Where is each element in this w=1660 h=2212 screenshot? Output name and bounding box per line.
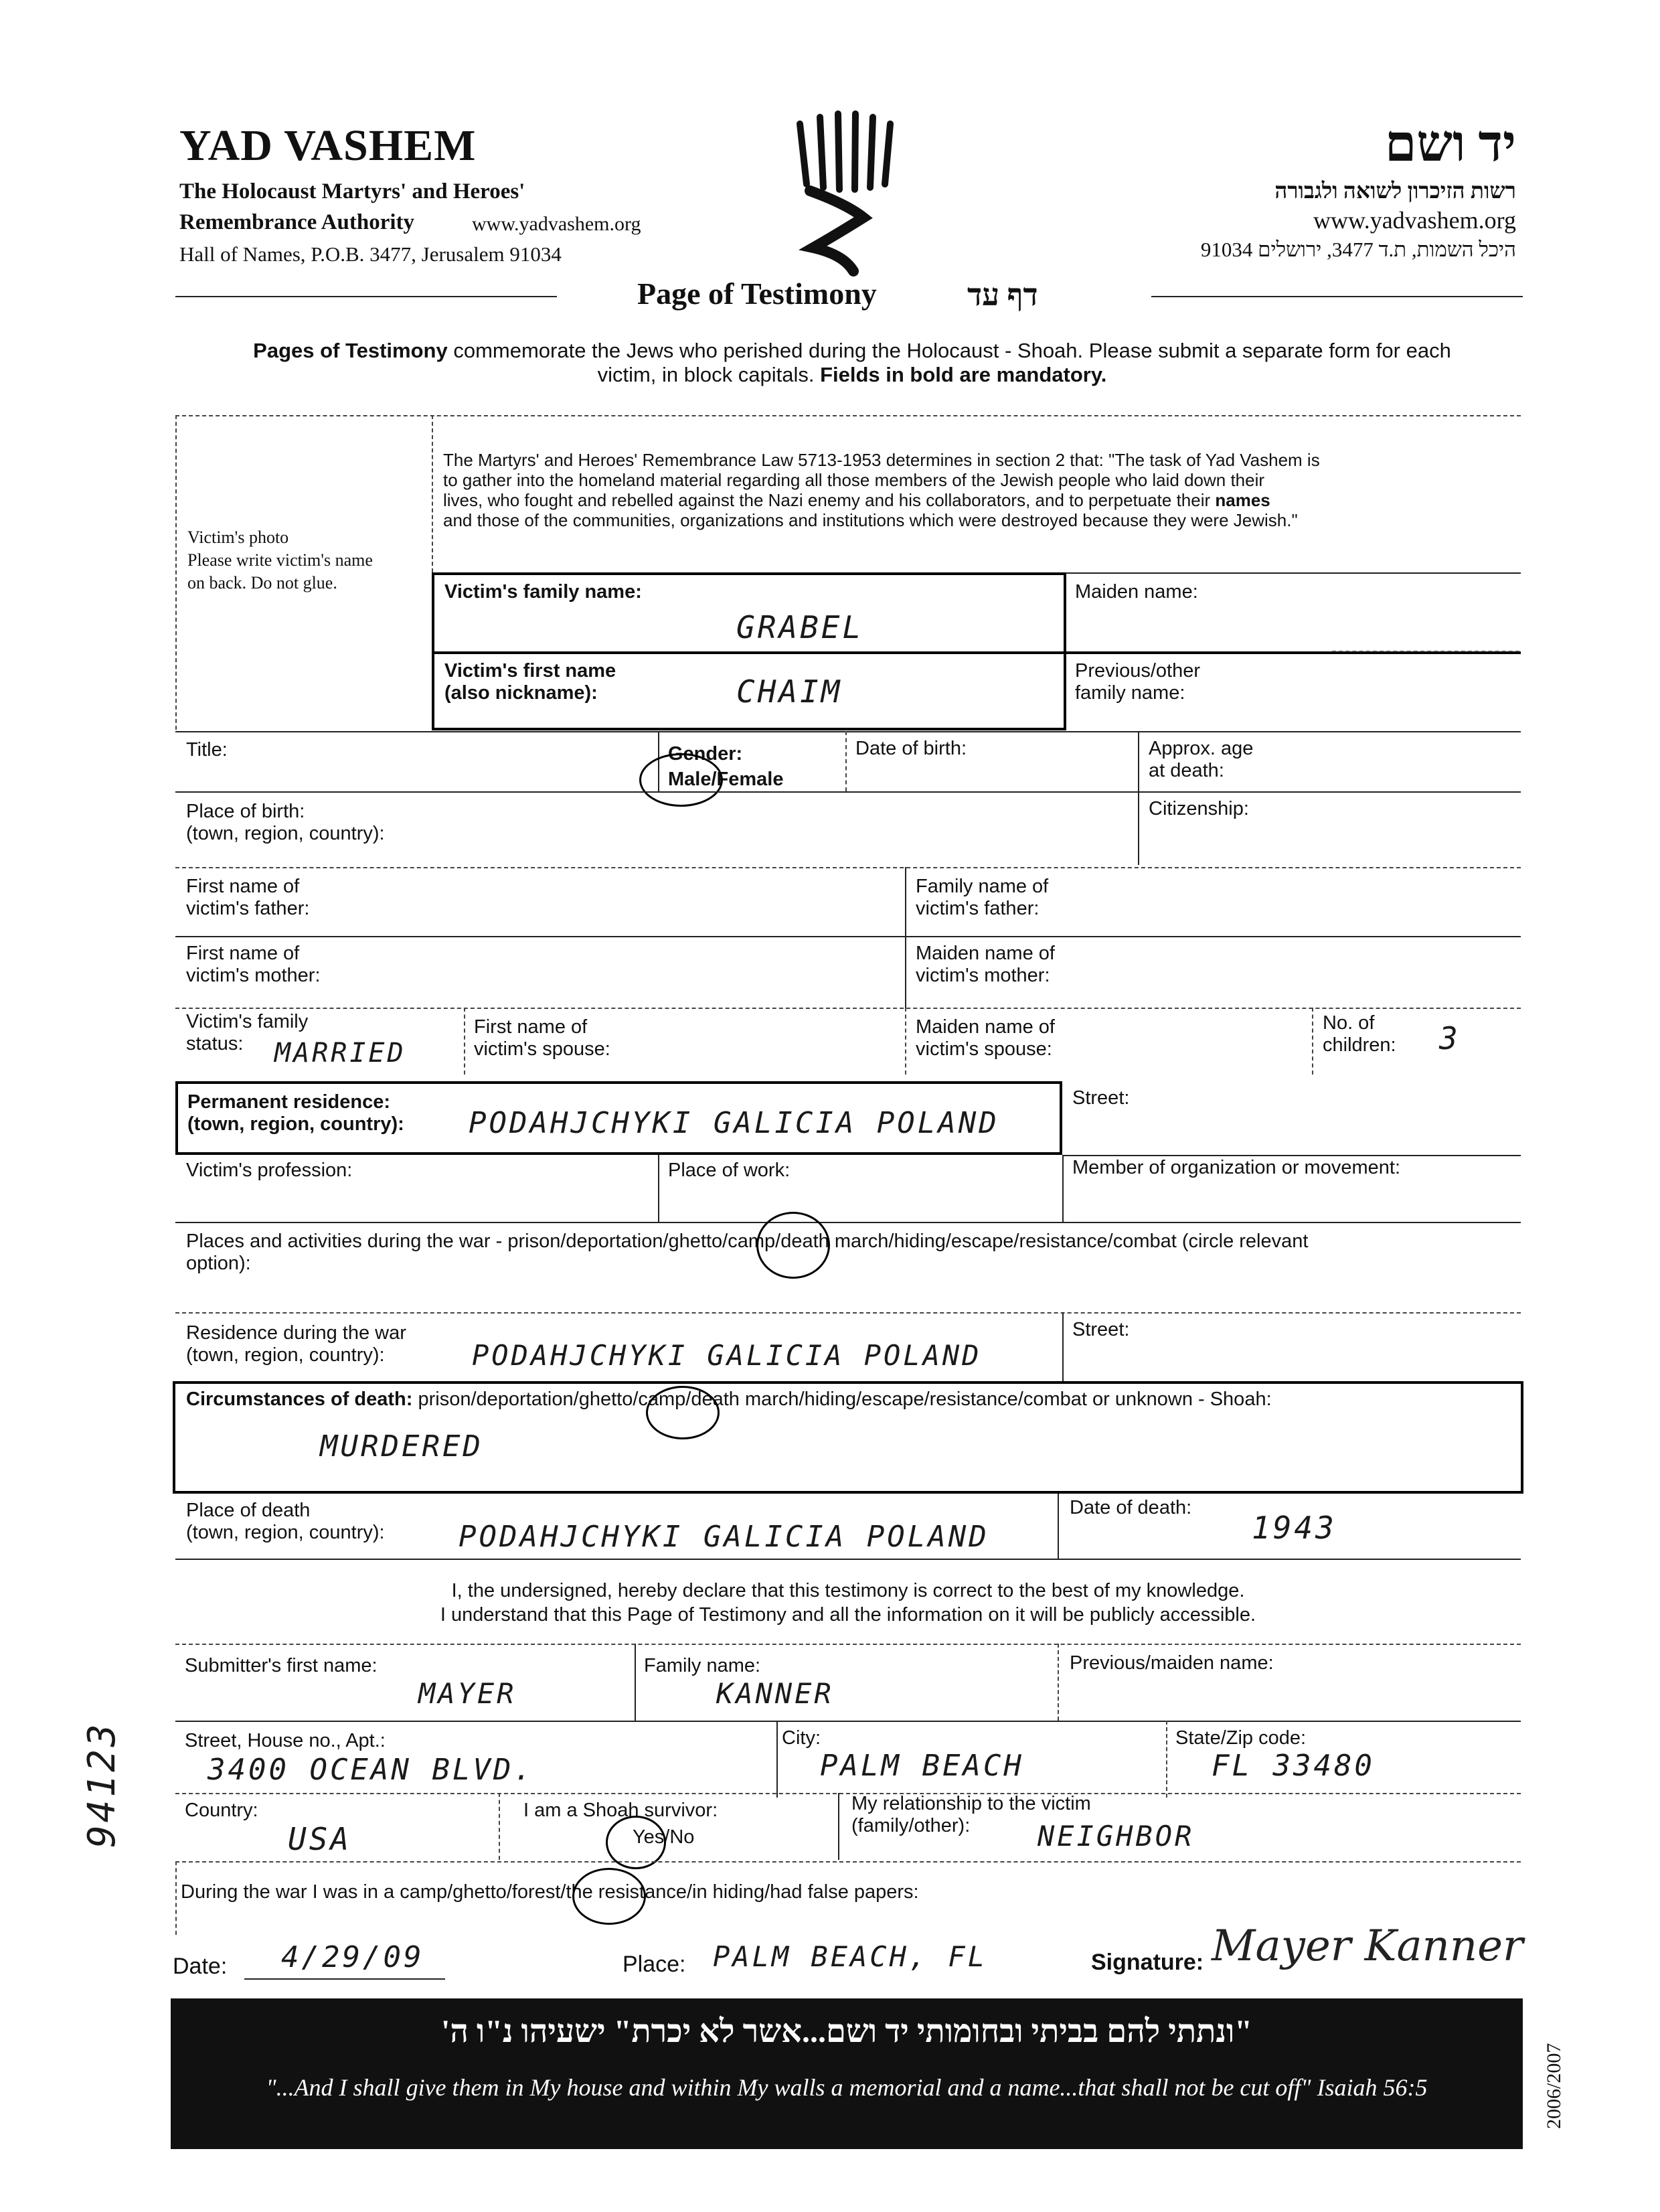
row-address-top bbox=[175, 1721, 1521, 1722]
row-reswar-top bbox=[175, 1312, 1521, 1314]
org-website: www.yadvashem.org bbox=[472, 213, 641, 235]
family-status-value[interactable]: MARRIED bbox=[274, 1038, 406, 1069]
intro-text bbox=[186, 339, 1518, 387]
children-label: No. of children: bbox=[1323, 1012, 1396, 1056]
intro-mandatory: Fields in bold are mandatory. bbox=[820, 363, 1107, 386]
perm-res-value[interactable]: PODAHJCHYKI GALICIA POLAND bbox=[469, 1106, 999, 1140]
place-work-label: Place of work: bbox=[668, 1160, 791, 1181]
form-title-hebrew: דף עד bbox=[967, 278, 1038, 312]
during-war-forest-circle bbox=[572, 1868, 646, 1925]
city-value[interactable]: PALM BEACH bbox=[820, 1749, 1024, 1783]
survivor-left-dash bbox=[499, 1793, 500, 1860]
row-country-top bbox=[175, 1793, 1521, 1794]
places-war-label: Places and activities during the war - prison/deportation/ghetto/camp/death march/hiding/escape/resistance/combat (circle relevant option): bbox=[186, 1231, 1309, 1274]
signature-label: Signature: bbox=[1091, 1950, 1204, 1975]
gender-male-circle bbox=[639, 753, 723, 807]
photo-left-dash bbox=[175, 415, 177, 730]
maiden-dash bbox=[1332, 651, 1519, 652]
law-line3: lives, who fought and rebelled against the Nazi enemy and his collaborators, and to perpetuate their bbox=[443, 490, 1216, 510]
photo-line2: Please write victim's name bbox=[187, 550, 373, 570]
date-underline bbox=[244, 1978, 445, 1980]
sub-family-value[interactable]: KANNER bbox=[716, 1677, 834, 1710]
law-line4: and those of the communities, organizations and institutions which were destroyed because they were Jewish." bbox=[443, 510, 1298, 530]
first-name-label: Victim's first name (also nickname): bbox=[444, 660, 616, 704]
spouse-left-dash bbox=[464, 1008, 465, 1075]
sub-prev-left-dash bbox=[1058, 1644, 1059, 1721]
mother-first-label: First name of victim's mother: bbox=[186, 943, 321, 986]
family-status-label: Victim's family status: bbox=[186, 1011, 309, 1054]
perm-res-label: Permanent residence: (town, region, country): bbox=[187, 1091, 404, 1135]
top-dashed-rule bbox=[175, 415, 1521, 416]
row-declaration-top bbox=[175, 1559, 1521, 1560]
banner-english: "...And I shall give them in My house and within My walls a memorial and a name...that shall not be cut off" Isaiah 56:5 bbox=[266, 2074, 1428, 2101]
date-death-value[interactable]: 1943 bbox=[1252, 1510, 1337, 1546]
row-submitter-top bbox=[175, 1644, 1521, 1645]
gender-options: Male/Female bbox=[668, 769, 784, 790]
street-house-value[interactable]: 3400 OCEAN BLVD. bbox=[208, 1753, 534, 1787]
declaration-line1: I, the undersigned, hereby declare that this testimony is correct to the best of my knowledge. bbox=[451, 1580, 1245, 1601]
law-names: names bbox=[1215, 490, 1270, 510]
row-prof-top-right bbox=[1062, 1155, 1521, 1156]
law-text bbox=[443, 450, 1521, 530]
org-subtitle-2: Remembrance Authority bbox=[179, 210, 415, 234]
date-death-label: Date of death: bbox=[1070, 1497, 1192, 1518]
children-value[interactable]: 3 bbox=[1439, 1020, 1461, 1056]
place-birth-label: Place of birth: (town, region, country): bbox=[186, 801, 385, 844]
circumstances-value[interactable]: MURDERED bbox=[320, 1429, 483, 1464]
city-label: City: bbox=[782, 1727, 821, 1749]
circumstances-label-bold: Circumstances of death: bbox=[186, 1389, 413, 1410]
margin-number: 94123 bbox=[80, 1721, 124, 1848]
row-during-war-top bbox=[175, 1861, 1521, 1863]
spouse-mid-dash bbox=[905, 1008, 906, 1075]
row-birth-top bbox=[175, 791, 1521, 793]
quote-banner bbox=[171, 1998, 1523, 2149]
survivor-label: I am a Shoah survivor: bbox=[523, 1800, 718, 1821]
country-label: Country: bbox=[185, 1800, 258, 1821]
sub-prev-label: Previous/maiden name: bbox=[1070, 1652, 1274, 1674]
place-label: Place: bbox=[622, 1952, 686, 1977]
family-name-label: Victim's family name: bbox=[444, 581, 642, 603]
date-label: Date: bbox=[173, 1954, 228, 1979]
photo-line1: Victim's photo bbox=[187, 528, 289, 547]
state-zip-label: State/Zip code: bbox=[1175, 1727, 1307, 1749]
city-left-line bbox=[776, 1721, 778, 1798]
res-war-label: Residence during the war (town, region, country): bbox=[186, 1322, 406, 1366]
father-family-label: Family name of victim's father: bbox=[916, 876, 1049, 919]
dob-label: Date of birth: bbox=[855, 738, 967, 759]
declaration-line2: I understand that this Page of Testimony and all the information on it will be publicly accessible. bbox=[440, 1604, 1256, 1626]
family-name-value[interactable]: GRABEL bbox=[736, 609, 864, 645]
photo-line3: on back. Do not glue. bbox=[187, 573, 337, 592]
country-value[interactable]: USA bbox=[288, 1821, 352, 1857]
gender-label: Gender: bbox=[668, 743, 743, 765]
org-subtitle-1: The Holocaust Martyrs' and Heroes' bbox=[179, 179, 525, 204]
citizenship-label: Citizenship: bbox=[1149, 798, 1249, 819]
work-left-line bbox=[658, 1155, 659, 1222]
header-rule-right bbox=[1151, 296, 1523, 297]
during-war-label: During the war I was in a camp/ghetto/forest/the resistance/in hiding/had false papers: bbox=[181, 1881, 919, 1903]
sub-family-label: Family name: bbox=[644, 1655, 761, 1676]
banner-hebrew: "ונתתי להם בביתי ובחומותי יד ושם...אשר לא יכרת" ישעיהו נ"ו ה' bbox=[441, 2014, 1252, 2049]
profession-label: Victim's profession: bbox=[186, 1160, 353, 1181]
photo-instructions bbox=[187, 526, 373, 595]
org-subtitle-hebrew: רשות הזיכרון לשואה ולגבורה bbox=[1274, 179, 1516, 204]
member-left-line bbox=[1062, 1155, 1064, 1222]
declaration bbox=[175, 1579, 1521, 1627]
row-title-top bbox=[175, 731, 1521, 732]
children-left-dash bbox=[1312, 1008, 1313, 1075]
res-war-value[interactable]: PODAHJCHYKI GALICIA POLAND bbox=[472, 1339, 982, 1372]
date-death-left-line bbox=[1058, 1494, 1059, 1559]
place-value[interactable]: PALM BEACH, FL bbox=[713, 1940, 988, 1973]
form-title: Page of Testimony bbox=[637, 276, 877, 311]
law-line1: The Martyrs' and Heroes' Remembrance Law 5713-1953 determines in section 2 that: "The task of Yad Vashem is bbox=[443, 450, 1320, 470]
yad-vashem-logo-icon bbox=[790, 110, 904, 278]
maiden-top-rule bbox=[1064, 572, 1521, 574]
approx-age-label: Approx. age at death: bbox=[1149, 738, 1254, 781]
date-value[interactable]: 4/29/09 bbox=[281, 1940, 424, 1974]
state-zip-value[interactable]: FL 33480 bbox=[1212, 1749, 1375, 1783]
law-line2: to gather into the homeland material regarding all those members of the Jewish people who laid down their bbox=[443, 470, 1265, 490]
sub-family-left-line bbox=[635, 1644, 636, 1721]
street-house-label: Street, House no., Apt.: bbox=[185, 1730, 386, 1751]
relationship-label: My relationship to the victim (family/other): bbox=[851, 1793, 1091, 1836]
row-spouse-top bbox=[175, 1008, 1521, 1009]
row-places-top bbox=[175, 1222, 1521, 1223]
places-ghetto-circle bbox=[756, 1212, 830, 1279]
relationship-left-line bbox=[838, 1793, 839, 1860]
survivor-options: Yes/No bbox=[633, 1826, 695, 1848]
sub-first-value[interactable]: MAYER bbox=[418, 1677, 517, 1710]
place-death-value[interactable]: PODAHJCHYKI GALICIA POLAND bbox=[459, 1520, 989, 1554]
intro-bold: Pages of Testimony bbox=[253, 339, 448, 362]
circumstances-label-rest: prison/deportation/ghetto/camp/death march/hiding/escape/resistance/combat or unknown - Shoah: bbox=[412, 1389, 1272, 1410]
member-org-label: Member of organization or movement: bbox=[1072, 1157, 1400, 1178]
father-first-label: First name of victim's father: bbox=[186, 876, 310, 919]
intro-line2: victim, in block capitals. bbox=[597, 363, 821, 386]
intro-line1: commemorate the Jews who perished during the Holocaust - Shoah. Please submit a separate form for each bbox=[447, 339, 1451, 362]
street-label: Street: bbox=[1072, 1087, 1130, 1109]
spouse-maiden-label: Maiden name of victim's spouse: bbox=[916, 1016, 1055, 1060]
age-left-line bbox=[1138, 731, 1139, 865]
state-left-dash bbox=[1166, 1721, 1167, 1798]
during-war-left-dash bbox=[175, 1861, 177, 1935]
org-website-hebrew: www.yadvashem.org bbox=[1313, 207, 1516, 234]
dob-left-dash bbox=[845, 731, 847, 791]
org-name-hebrew: יד ושם bbox=[1384, 116, 1516, 172]
prev-family-name-label: Previous/other family name: bbox=[1075, 660, 1200, 704]
place-death-label: Place of death (town, region, country): bbox=[186, 1500, 385, 1543]
signature-value[interactable]: Mayer Kanner bbox=[1212, 1921, 1523, 1971]
circumstances-ghetto-circle bbox=[646, 1386, 720, 1439]
maiden-name-label: Maiden name: bbox=[1075, 581, 1198, 603]
row-father-top bbox=[175, 867, 1521, 868]
street2-label: Street: bbox=[1072, 1319, 1130, 1340]
father-mid-line bbox=[905, 867, 906, 1008]
mother-maiden-label: Maiden name of victim's mother: bbox=[916, 943, 1055, 986]
street2-left-line bbox=[1062, 1312, 1064, 1381]
header-rule-left bbox=[175, 296, 557, 297]
relationship-value[interactable]: NEIGHBOR bbox=[1038, 1820, 1195, 1852]
form-year: 2006/2007 bbox=[1543, 2043, 1565, 2129]
row-mother-top bbox=[175, 936, 1521, 937]
sub-first-label: Submitter's first name: bbox=[185, 1655, 378, 1676]
first-name-value[interactable]: CHAIM bbox=[736, 674, 843, 710]
photo-right-dash bbox=[432, 415, 433, 572]
org-address-hebrew: היכל השמות, ת.ד 3477, ירושלים 91034 bbox=[1200, 238, 1516, 261]
org-address: Hall of Names, P.O.B. 3477, Jerusalem 91034 bbox=[179, 242, 562, 266]
title-label: Title: bbox=[186, 739, 228, 761]
org-name: YAD VASHEM bbox=[179, 121, 477, 170]
spouse-first-label: First name of victim's spouse: bbox=[474, 1016, 610, 1060]
circumstances-label bbox=[186, 1389, 1272, 1411]
